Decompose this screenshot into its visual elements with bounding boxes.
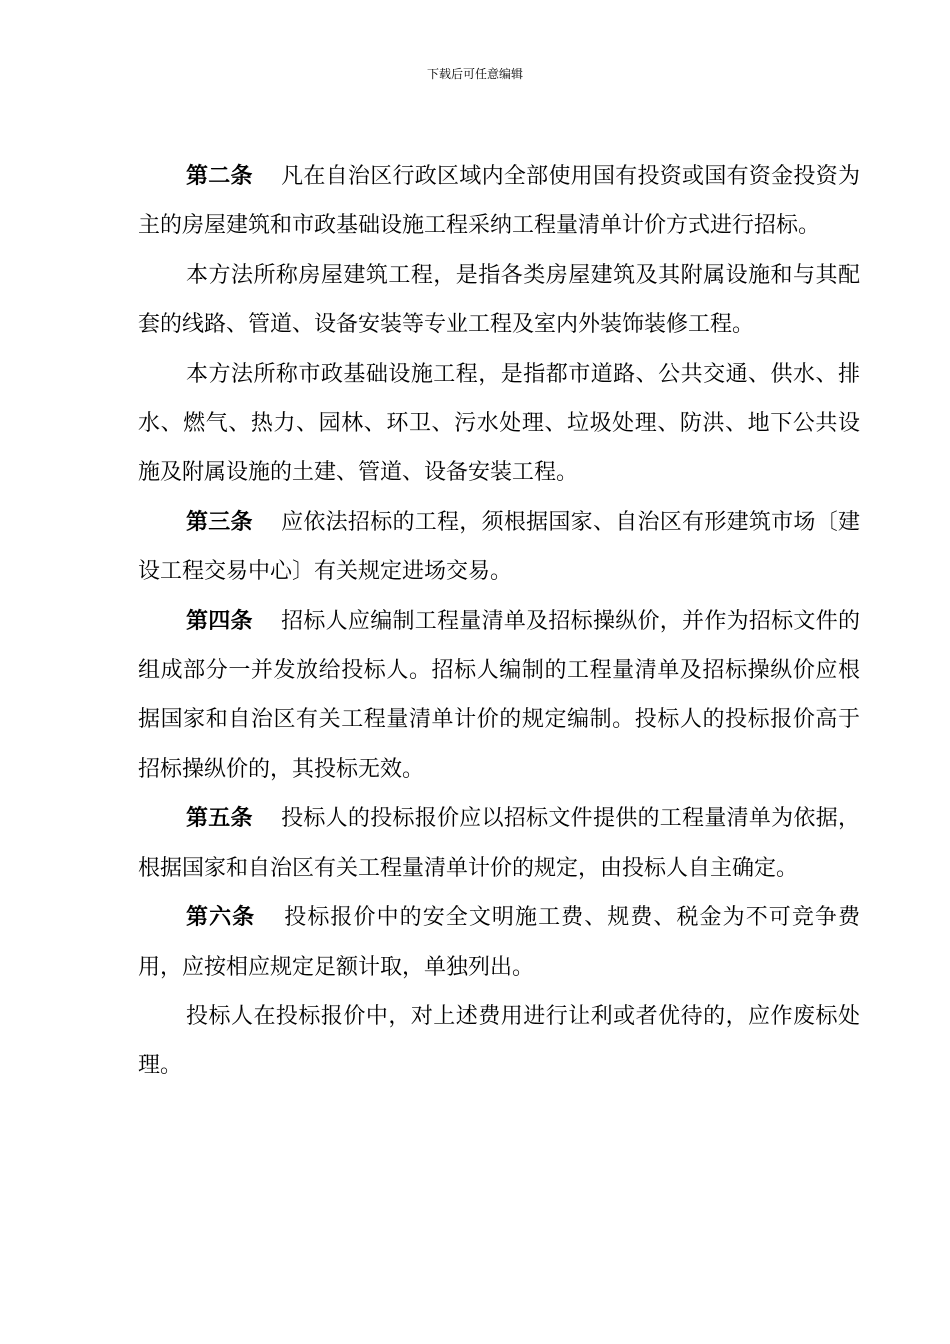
paragraph-text: 应依法招标的工程，须根据国家、自治区有形建筑市场〔建设工程交易中心〕有关规定进场交易。 [138, 509, 860, 585]
document-body [138, 152, 860, 1091]
article-number: 第四条 [186, 607, 253, 634]
paragraph-text: 招标人应编制工程量清单及招标操纵价，并作为招标文件的组成部分一并发放给投标人。招标人编制的工程量清单及招标操纵价应根据国家和自治区有关工程量清单计价的规定编制。投标人的投标报价高于招标操纵价的，其投标无效。 [138, 608, 860, 782]
paragraph-article-2 [138, 152, 860, 251]
paragraph-text: 本方法所称房屋建筑工程，是指各类房屋建筑及其附属设施和与其配套的线路、管道、设备安装等专业工程及室内外装饰装修工程。 [138, 262, 860, 338]
paragraph-text: 投标人在投标报价中，对上述费用进行让利或者优待的，应作废标处理。 [138, 1003, 860, 1079]
paragraph-text: 投标人的投标报价应以招标文件提供的工程量清单为依据，根据国家和自治区有关工程量清单计价的规定，由投标人自主确定。 [138, 806, 860, 881]
page-header: 下载后可任意编辑 [426, 67, 523, 81]
article-number: 第二条 [186, 163, 253, 189]
paragraph-article-5 [138, 794, 860, 893]
article-number: 第六条 [186, 904, 256, 931]
paragraph-municipal-definition [138, 350, 860, 498]
paragraph-text: 本方法所称市政基础设施工程，是指都市道路、公共交通、供水、排水、燃气、热力、园林、环卫、污水处理、垃圾处理、防洪、地下公共设施及附属设施的土建、管道、设备安装工程。 [138, 361, 860, 486]
paragraph-text: 凡在自治区行政区域内全部使用国有投资或国有资金投资为主的房屋建筑和市政基础设施工程采纳工程量清单计价方式进行招标。 [138, 164, 860, 239]
article-number: 第五条 [186, 805, 253, 832]
paragraph-building-definition [138, 251, 860, 350]
article-number: 第三条 [186, 508, 253, 535]
paragraph-article-3 [138, 498, 860, 597]
paragraph-text: 投标报价中的安全文明施工费、规费、税金为不可竞争费用，应按相应规定足额计取，单独列出。 [138, 905, 860, 980]
paragraph-article-4 [138, 597, 860, 795]
paragraph-article-6 [138, 893, 860, 992]
paragraph-bid-discount-rule [138, 992, 860, 1091]
